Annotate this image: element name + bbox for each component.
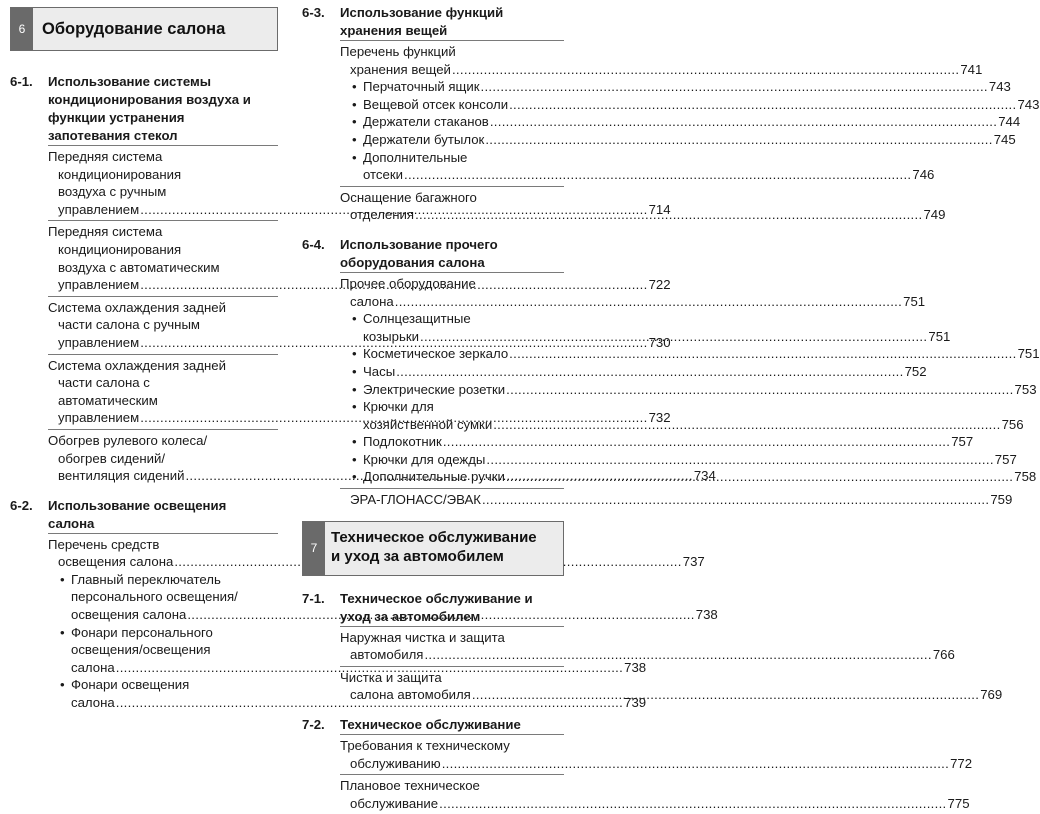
subentry-body bbox=[363, 345, 1040, 363]
section-title bbox=[340, 236, 498, 272]
toc-text: салона автомобиля bbox=[350, 687, 471, 703]
chapter-number: 6 bbox=[11, 8, 33, 50]
chapter-number: 7 bbox=[303, 522, 325, 575]
toc-subentry[interactable] bbox=[340, 433, 974, 451]
page-number: 738 bbox=[624, 659, 647, 675]
toc-entry[interactable] bbox=[340, 40, 1040, 186]
leader-dots bbox=[395, 293, 902, 311]
page-number: 722 bbox=[648, 277, 671, 293]
toc-text: вентиляция сидений bbox=[58, 468, 185, 484]
toc-text: Чистка и защита bbox=[340, 669, 442, 685]
entry-line bbox=[363, 381, 1037, 399]
subentry-body bbox=[363, 381, 1037, 399]
toc-text: Оснащение багажного bbox=[340, 189, 477, 205]
leader-dots bbox=[509, 345, 1016, 363]
leader-dots bbox=[424, 646, 931, 664]
toc-text: Подлокотник bbox=[363, 434, 442, 450]
page-number: 741 bbox=[960, 61, 983, 77]
toc-text: Крючки для bbox=[363, 399, 434, 415]
section-7-2-entries bbox=[340, 734, 973, 814]
toc-text: Косметическое зеркало bbox=[363, 346, 509, 362]
toc-text: уход за автомобилем bbox=[340, 608, 481, 624]
toc-entry[interactable] bbox=[340, 774, 970, 814]
section-number: 6-3. bbox=[302, 5, 325, 20]
bullet-icon: • bbox=[352, 346, 357, 362]
page-number: 744 bbox=[998, 114, 1021, 130]
toc-text: Использование прочего bbox=[340, 236, 498, 252]
toc-text: Наружная чистка и защита bbox=[340, 629, 505, 645]
section-title bbox=[340, 590, 533, 626]
toc-text: автомобиля bbox=[350, 647, 424, 663]
toc-text: управлением bbox=[58, 334, 140, 350]
toc-text: кондиционирования bbox=[58, 166, 182, 182]
leader-dots bbox=[493, 416, 1000, 434]
page-number: 759 bbox=[990, 492, 1013, 508]
entry-line bbox=[340, 491, 1013, 509]
toc-text: Техническое обслуживание bbox=[340, 717, 521, 733]
bullet-icon: • bbox=[60, 677, 65, 693]
bullet-icon: • bbox=[352, 79, 357, 95]
toc-text: Техническое обслуживание и bbox=[340, 590, 533, 606]
entry-line bbox=[340, 755, 973, 773]
section-title bbox=[340, 716, 521, 734]
toc-text: обогрев сидений/ bbox=[58, 450, 166, 466]
bullet-icon: • bbox=[352, 311, 357, 327]
page-number: 772 bbox=[950, 755, 973, 771]
leader-dots bbox=[396, 363, 903, 381]
section-number: 6-4. bbox=[302, 236, 325, 252]
toc-text: обслуживание bbox=[350, 795, 439, 811]
toc-subentry[interactable] bbox=[340, 345, 1040, 363]
toc-text: Техническое обслуживание bbox=[331, 529, 537, 547]
toc-text: воздуха с ручным bbox=[58, 184, 167, 200]
toc-text: ЭРА-ГЛОНАСС/ЭВАК bbox=[350, 492, 481, 508]
subentry-body bbox=[363, 96, 1039, 114]
toc-text: воздуха с автоматическим bbox=[58, 259, 220, 275]
leader-dots bbox=[472, 686, 979, 704]
section-title bbox=[48, 497, 226, 533]
toc-text: Дополнительные bbox=[363, 149, 468, 165]
toc-text: Использование функций bbox=[340, 5, 504, 20]
page-number: 749 bbox=[923, 207, 946, 223]
leader-dots bbox=[404, 166, 911, 184]
toc-text: управлением bbox=[58, 410, 140, 426]
toc-text: хранения вещей bbox=[340, 23, 448, 38]
page-number: 746 bbox=[912, 167, 935, 183]
leader-dots bbox=[439, 795, 946, 813]
toc-text: освещения салона bbox=[58, 554, 174, 570]
bullet-icon: • bbox=[352, 469, 357, 485]
page-number: 752 bbox=[904, 363, 927, 379]
toc-text: кондиционирования воздуха и bbox=[48, 92, 251, 107]
toc-text: Использование освещения bbox=[48, 497, 227, 513]
subentry-body bbox=[363, 310, 950, 345]
chapter-6-header bbox=[10, 7, 278, 51]
toc-text: салона bbox=[71, 695, 115, 711]
subentry-body bbox=[363, 433, 973, 451]
entry-line bbox=[363, 416, 1024, 434]
toc-text: Перечень средств bbox=[48, 536, 160, 552]
leader-dots bbox=[485, 131, 992, 149]
page-number: 775 bbox=[947, 795, 970, 811]
toc-text: кондиционирования bbox=[58, 241, 182, 257]
toc-text: отделения bbox=[350, 207, 415, 223]
page-number: 743 bbox=[988, 79, 1011, 95]
bullet-icon: • bbox=[352, 114, 357, 130]
toc-entry[interactable] bbox=[340, 488, 1013, 511]
leader-dots bbox=[415, 206, 922, 224]
toc-text: Обогрев рулевого колеса/ bbox=[48, 432, 208, 448]
toc-text: Фонари освещения bbox=[71, 677, 190, 693]
toc-text: управлением bbox=[58, 277, 140, 293]
toc-text: хозяйственной сумки bbox=[363, 416, 493, 432]
entry-line bbox=[363, 451, 1017, 469]
toc-text: Дополнительные ручки bbox=[363, 469, 505, 485]
toc-text: Вещевой отсек консоли bbox=[363, 96, 509, 112]
page-number: 738 bbox=[695, 607, 718, 623]
section-6-1 bbox=[10, 73, 278, 145]
subentry-body bbox=[363, 451, 1017, 469]
toc-text: хранения вещей bbox=[350, 61, 451, 77]
bullet-icon: • bbox=[352, 131, 357, 147]
toc-subentry[interactable] bbox=[340, 113, 1021, 131]
section-title bbox=[48, 73, 251, 145]
section-6-3 bbox=[302, 4, 564, 40]
chapter-title: Оборудование салона bbox=[42, 19, 226, 38]
bullet-icon: • bbox=[352, 381, 357, 397]
page-number: 745 bbox=[993, 131, 1016, 147]
toc-subentry[interactable] bbox=[340, 381, 1037, 399]
page-number: 734 bbox=[693, 468, 716, 484]
entry-line bbox=[363, 328, 950, 346]
subentry-body bbox=[363, 398, 1024, 433]
entry-line bbox=[363, 78, 1011, 96]
toc-subentry[interactable] bbox=[340, 78, 1011, 96]
page-number: 753 bbox=[1014, 381, 1037, 397]
toc-text: Использование системы bbox=[48, 74, 212, 89]
toc-text: Электрические розетки bbox=[363, 381, 506, 397]
toc-subentry[interactable] bbox=[340, 131, 1016, 149]
page-number: 732 bbox=[648, 410, 671, 426]
toc-text: части салона с ручным bbox=[58, 317, 200, 333]
toc-text: Крючки для одежды bbox=[363, 451, 486, 467]
toc-text: Требования к техническому bbox=[340, 738, 510, 754]
page-number: 766 bbox=[932, 647, 955, 663]
page-number: 714 bbox=[648, 201, 671, 217]
toc-text: части салона с bbox=[58, 375, 150, 391]
leader-dots bbox=[490, 113, 997, 131]
page-number: 737 bbox=[682, 554, 705, 570]
toc-text: Система охлаждения задней bbox=[48, 299, 226, 315]
toc-text: Передняя система bbox=[48, 224, 163, 240]
entry-line bbox=[363, 468, 1036, 486]
page-number: 743 bbox=[1017, 96, 1040, 112]
bullet-icon: • bbox=[60, 571, 65, 587]
entry-line bbox=[340, 61, 983, 79]
page-number: 751 bbox=[928, 328, 951, 344]
entry-line bbox=[363, 345, 1040, 363]
page-number: 769 bbox=[980, 687, 1003, 703]
page-number: 757 bbox=[994, 451, 1017, 467]
bullet-icon: • bbox=[352, 96, 357, 112]
entry-line bbox=[363, 96, 1039, 114]
bullet-icon: • bbox=[352, 149, 357, 165]
section-number: 7-1. bbox=[302, 590, 325, 606]
toc-text: и уход за автомобилем bbox=[331, 548, 504, 566]
subentry-body bbox=[363, 468, 1036, 486]
subentry-body bbox=[363, 78, 1011, 96]
toc-text: Фонари персонального bbox=[71, 624, 213, 640]
toc-text: отсеки bbox=[363, 167, 403, 183]
leader-dots bbox=[452, 61, 959, 79]
toc-text: салона bbox=[48, 515, 95, 531]
toc-subentry[interactable] bbox=[340, 96, 1040, 114]
chapter-7-header bbox=[302, 521, 564, 576]
leader-dots bbox=[442, 755, 949, 773]
entry-line bbox=[340, 293, 926, 311]
toc-subentry[interactable] bbox=[340, 451, 1017, 469]
chapter-title bbox=[325, 522, 537, 575]
section-title bbox=[340, 4, 503, 40]
toc-text: Перечень функций bbox=[340, 44, 456, 59]
page-number: 758 bbox=[1014, 469, 1037, 485]
bullet-icon: • bbox=[352, 363, 357, 379]
page-number: 756 bbox=[1001, 416, 1024, 432]
toc-text: управлением bbox=[58, 201, 140, 217]
entry-line bbox=[340, 646, 955, 664]
entry-line bbox=[340, 795, 970, 813]
leader-dots bbox=[481, 78, 988, 96]
leader-dots bbox=[486, 451, 993, 469]
toc-text: Солнцезащитные bbox=[363, 311, 471, 327]
toc-text: персонального освещения/ bbox=[71, 589, 238, 605]
toc-text: автоматическим bbox=[58, 392, 158, 408]
toc-text: Система охлаждения задней bbox=[48, 357, 226, 373]
page-number: 757 bbox=[951, 434, 974, 450]
toc-text: Главный переключатель bbox=[71, 571, 221, 587]
entry-line bbox=[363, 131, 1016, 149]
section-number: 6-1. bbox=[10, 74, 33, 89]
entry-line bbox=[363, 113, 1020, 131]
toc-text: Плановое техническое bbox=[340, 778, 480, 794]
page-number: 730 bbox=[648, 334, 671, 350]
entry-line bbox=[363, 363, 927, 381]
leader-dots bbox=[509, 96, 1016, 114]
page-number: 739 bbox=[624, 695, 647, 711]
entry-line bbox=[363, 166, 934, 184]
bullet-icon: • bbox=[60, 624, 65, 640]
bullet-icon: • bbox=[352, 434, 357, 450]
leader-dots bbox=[506, 381, 1013, 399]
toc-text: козырьки bbox=[363, 328, 419, 344]
leader-dots bbox=[443, 433, 950, 451]
section-number: 7-2. bbox=[302, 717, 325, 733]
section-7-2 bbox=[302, 716, 564, 734]
toc-text: салона bbox=[71, 659, 115, 675]
toc-text: обслуживанию bbox=[350, 755, 441, 771]
section-7-1 bbox=[302, 590, 564, 626]
leader-dots bbox=[420, 328, 927, 346]
toc-text: Передняя система bbox=[48, 149, 163, 164]
bullet-icon: • bbox=[352, 399, 357, 415]
toc-text: салона bbox=[350, 293, 394, 309]
toc-text: функции устранения bbox=[48, 110, 185, 125]
toc-subentry[interactable] bbox=[340, 149, 935, 184]
toc-text: Держатели бутылок bbox=[363, 131, 485, 147]
toc-text: Перчаточный ящик bbox=[363, 79, 480, 95]
toc-text: освещения/освещения bbox=[71, 642, 211, 658]
section-6-2 bbox=[10, 497, 278, 533]
subentry-body bbox=[363, 131, 1016, 149]
subentry-body bbox=[363, 149, 934, 184]
page-number: 751 bbox=[903, 293, 926, 309]
toc-text: Держатели стаканов bbox=[363, 114, 489, 130]
section-number: 6-2. bbox=[10, 497, 33, 513]
toc-entry[interactable] bbox=[340, 626, 955, 666]
subentry-body bbox=[363, 363, 927, 381]
toc-text: запотевания стекол bbox=[48, 128, 178, 143]
leader-dots bbox=[506, 468, 1013, 486]
page-number: 751 bbox=[1017, 346, 1040, 362]
toc-text: оборудования салона bbox=[340, 254, 485, 270]
bullet-icon: • bbox=[352, 451, 357, 467]
toc-entry[interactable] bbox=[340, 734, 973, 774]
toc-text: Прочее оборудование bbox=[340, 275, 476, 291]
leader-dots bbox=[482, 491, 989, 509]
toc-text: освещения салона bbox=[71, 607, 187, 623]
toc-subentry[interactable] bbox=[340, 363, 927, 381]
toc-text: Часы bbox=[363, 363, 396, 379]
entry-line bbox=[363, 433, 973, 451]
section-6-4 bbox=[302, 236, 564, 272]
subentry-body bbox=[363, 113, 1020, 131]
